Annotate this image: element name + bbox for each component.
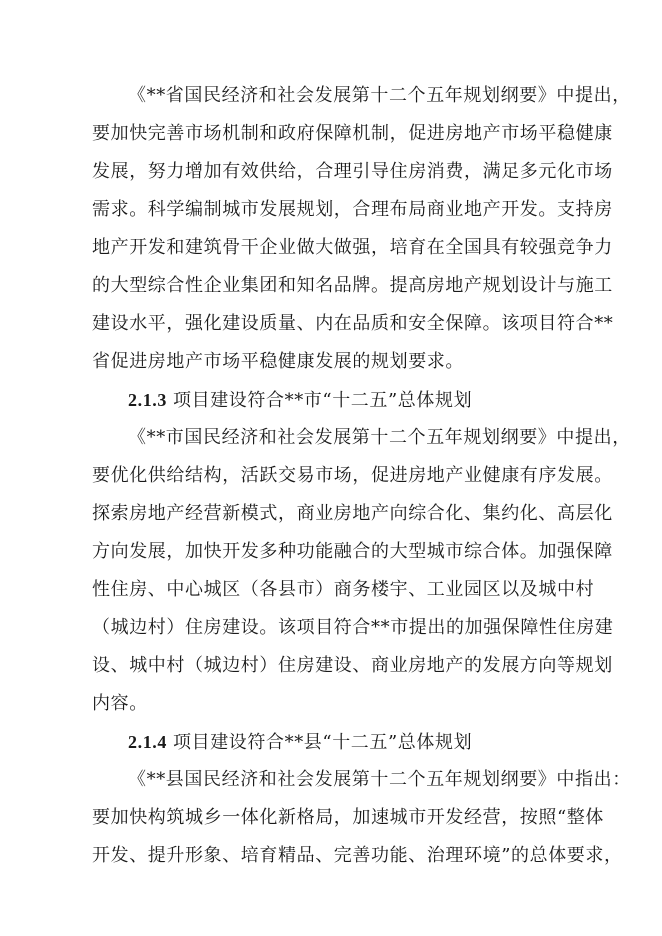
section-number: 2.1.4 [128,732,167,752]
section-heading-2-1-4 [128,730,472,755]
paragraph-line: 《**市国民经济和社会发展第十二个五年规划纲要》中提出， [128,427,631,448]
section-heading-2-1-3 [128,388,472,413]
paragraph-line: 《**县国民经济和社会发展第十二个五年规划纲要》中指出： [128,769,631,790]
section-title: 项目建设符合**市“十二五”总体规划 [173,390,473,411]
paragraph-line: 要优化供给结构，活跃交易市场，促进房地产业健康有序发展。 [92,465,613,486]
paragraph-line: 发展，努力增加有效供给，合理引导住房消费，满足多元化市场 [92,161,613,182]
paragraph-line: 需求。科学编制城市发展规划，合理布局商业地产开发。支持房 [92,199,613,220]
paragraph-line: 《**省国民经济和社会发展第十二个五年规划纲要》中提出， [128,85,631,106]
paragraph-line: 省促进房地产市场平稳健康发展的规划要求。 [92,351,464,372]
paragraph-line: 探索房地产经营新模式，商业房地产向综合化、集约化、高层化 [92,503,613,524]
paragraph-line: 要加快构筑城乡一体化新格局，加速城市开发经营，按照“整体 [92,807,604,828]
paragraph-line: 地产开发和建筑骨干企业做大做强，培育在全国具有较强竞争力 [92,237,613,258]
paragraph-line: 的大型综合性企业集团和知名品牌。提高房地产规划设计与施工 [92,275,613,296]
paragraph-line: 设、城中村（城边村）住房建设、商业房地产的发展方向等规划 [92,655,613,676]
paragraph-line: （城边村）住房建设。该项目符合**市提出的加强保障性住房建 [92,617,614,638]
paragraph-line: 建设水平，强化建设质量、内在品质和安全保障。该项目符合** [92,313,614,334]
section-number: 2.1.3 [128,390,167,410]
paragraph-line: 内容。 [92,693,148,714]
paragraph-line: 方向发展，加快开发多种功能融合的大型城市综合体。加强保障 [92,541,613,562]
paragraph-line: 开发、提升形象、培育精品、完善功能、治理环境”的总体要求， [92,845,623,866]
paragraph-line: 性住房、中心城区（各县市）商务楼宇、工业园区以及城中村 [92,579,595,600]
paragraph-line: 要加快完善市场机制和政府保障机制，促进房地产市场平稳健康 [92,123,613,144]
section-title: 项目建设符合**县“十二五”总体规划 [173,732,473,753]
